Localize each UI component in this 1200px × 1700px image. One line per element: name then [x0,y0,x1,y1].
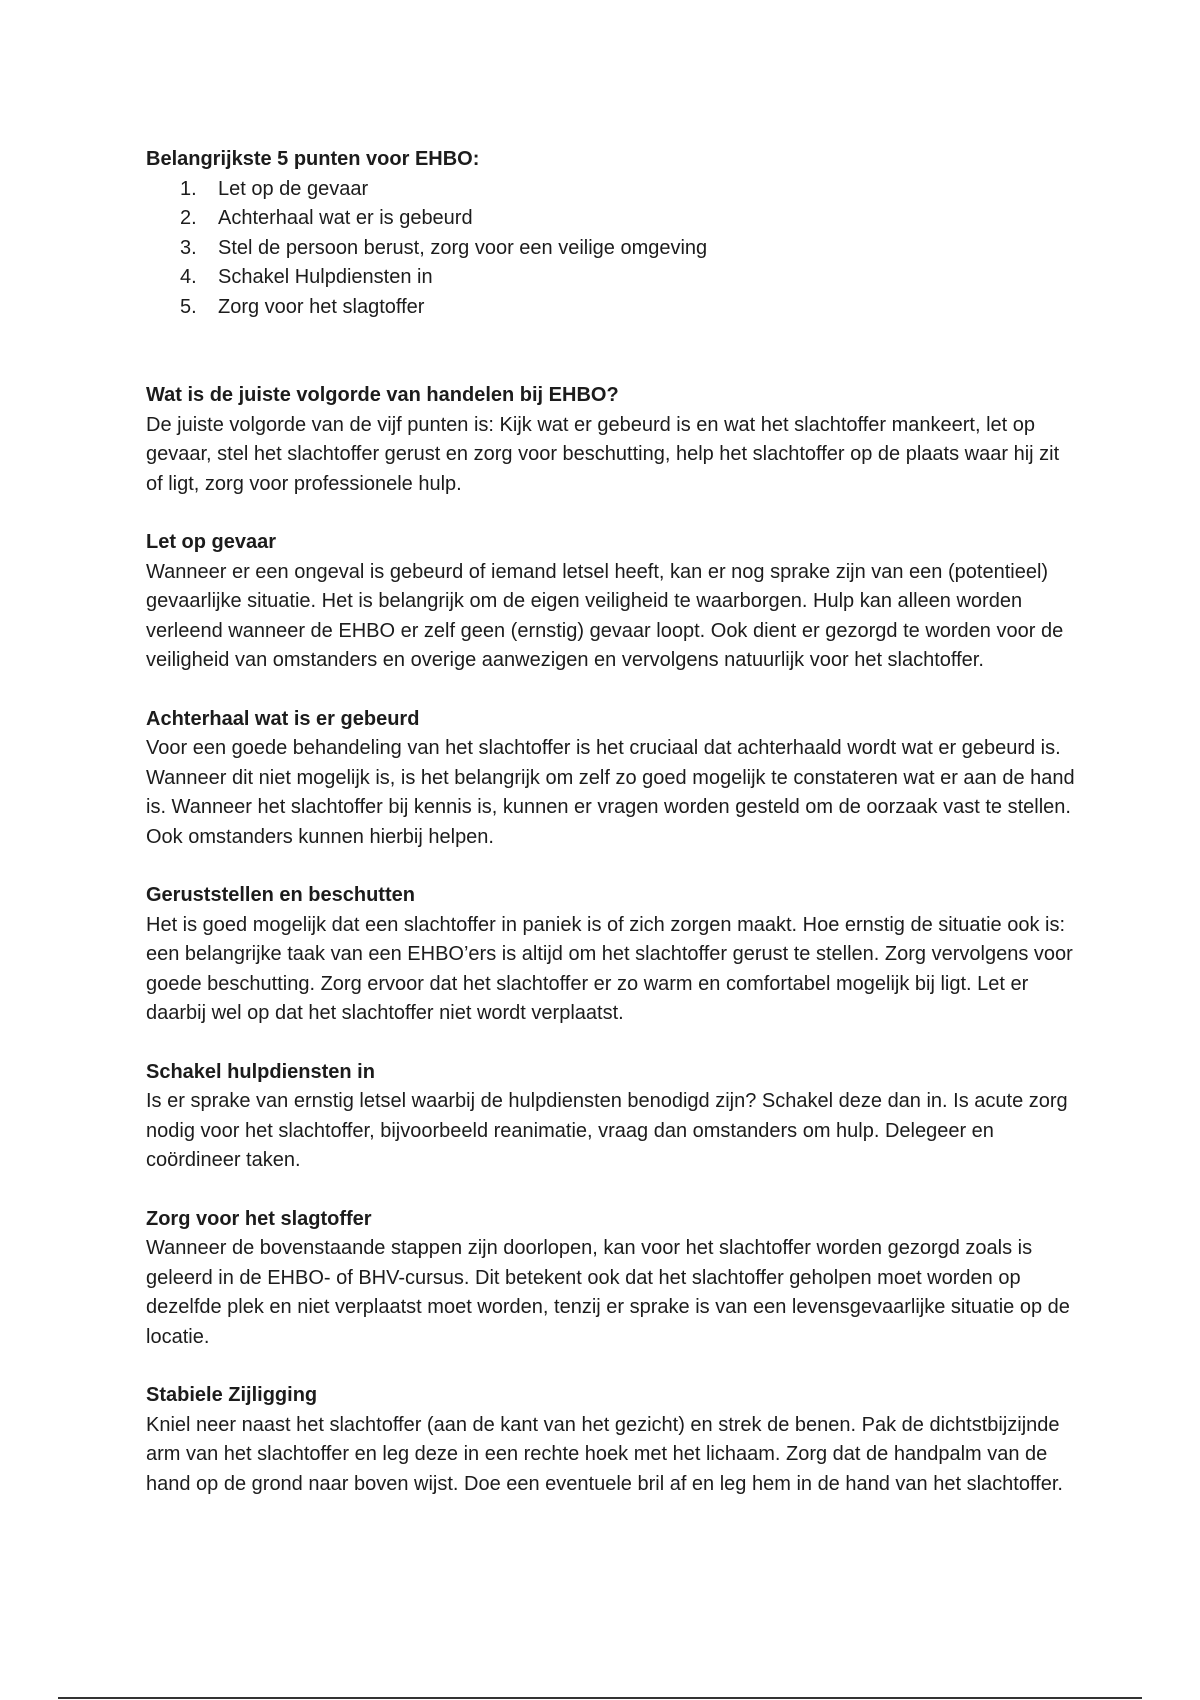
list-item [146,263,1081,293]
section-heading: Zorg voor het slagtoffer [146,1207,372,1230]
key-points-list [146,175,1081,323]
document-page [146,145,1081,1528]
section-heading: Stabiele Zijligging [146,1384,318,1406]
section-order-of-actions [146,381,1081,499]
section-heading: Let op gevaar [146,531,277,553]
section-body: De juiste volgorde van de vijf punten is: Kijk wat er gebeurd is en wat het slachtoffer mankeert, let op gevaar, stel het slachtoffer gerust en zorg voor beschutting, help het slachtoffer op de plaats waar hij zit of ligt, zorg voor professionele hulp. [146,413,1060,495]
section-care-for-victim [146,1205,1081,1353]
section-body: Is er sprake van ernstig letsel waarbij de hulpdiensten benodigd zijn? Schakel deze dan in. Is acute zorg nodig voor het slachtoffer, bijvoorbeeld reanimatie, vraag dan omstanders om hulp. Delegeer en coördineer taken. [146,1090,1068,1171]
section-body: Het is goed mogelijk dat een slachtoffer in paniek is of zich zorgen maakt. Hoe ernstig de situatie ook is: een belangrijke taak van een EHBO’ers is altijd om het slachtoffer gerust te stellen. Zorg vervolgens voor goede beschutting. Zorg ervoor dat het slachtoffer er zo warm en comfortabel mogelijk bij ligt. Let er daarbij wel op dat het slachtoffer niet wordt verplaatst. [146,913,1073,1024]
list-item-number: 2. [180,207,197,229]
intro-block [146,145,1081,322]
list-item-number: 1. [180,177,197,200]
list-item-text: Schakel Hulpdiensten in [218,266,433,288]
section-heading: Schakel hulpdiensten in [146,1060,375,1083]
section-reassure [146,881,1081,1029]
list-item-text: Zorg voor het slagtoffer [218,295,425,318]
section-heading: Wat is de juiste volgorde van handelen bij EHBO? [146,384,619,406]
section-body: Voor een goede behandeling van het slachtoffer is het cruciaal dat achterhaald wordt wat er gebeurd is. Wanneer dit niet mogelijk is, is het belangrijk om zelf zo goed mogelijk te constateren wat er aan de hand is. Wanneer het slachtoffer bij kennis is, kunnen er vragen worden gesteld om de oorzaak vast te stellen. Ook omstanders kunnen hierbij helpen. [146,737,1075,848]
list-item-number: 5. [180,295,197,318]
section-body: Wanneer er een ongeval is gebeurd of iemand letsel heeft, kan er nog sprake zijn van een (potentieel) gevaarlijke situatie. Het is belangrijk om de eigen veiligheid te waarborgen. Hulp kan alleen worden verleend wanneer de EHBO er zelf geen (ernstig) gevaar loopt. Ook dient er gezorgd te worden voor de veiligheid van omstanders en overige aanwezigen en vervolgens natuurlijk voor het slachtoffer. [146,560,1064,671]
footer-divider [58,1697,1142,1699]
list-item-text: Stel de persoon berust, zorg voor een veilige omgeving [218,236,708,259]
section-body: Wanneer de bovenstaande stappen zijn doorlopen, kan voor het slachtoffer worden gezorgd zoals is geleerd in de EHBO- of BHV-cursus. Dit betekent ook dat het slachtoffer geholpen moet worden op dezelfde plek en niet verplaatst moet worden, tenzij er sprake is van een levensgevaarlijke situatie op de locatie. [146,1237,1070,1348]
list-item [146,234,1081,264]
list-item-number: 3. [180,236,197,259]
intro-title: Belangrijkste 5 punten voor EHBO: [146,148,480,170]
section-find-out [146,705,1081,853]
section-body: Kniel neer naast het slachtoffer (aan de kant van het gezicht) en strek de benen. Pak de dichtstbijzijnde arm van het slachtoffer en leg deze in een rechte hoek met het lichaam. Zorg dat de handpalm van de hand op de grond naar boven wijst. Doe een eventuele bril af en leg hem in de hand van het slachtoffer. [146,1413,1063,1495]
section-heading: Geruststellen en beschutten [146,884,415,906]
section-danger [146,528,1081,676]
list-item-text: Let op de gevaar [218,177,369,200]
section-recovery-position [146,1381,1081,1499]
list-item [146,204,1081,234]
list-item-number: 4. [180,266,197,288]
list-item [146,175,1081,205]
section-emergency-services [146,1058,1081,1176]
section-heading: Achterhaal wat is er gebeurd [146,707,420,730]
list-item-text: Achterhaal wat er is gebeurd [218,207,473,229]
list-item [146,293,1081,323]
